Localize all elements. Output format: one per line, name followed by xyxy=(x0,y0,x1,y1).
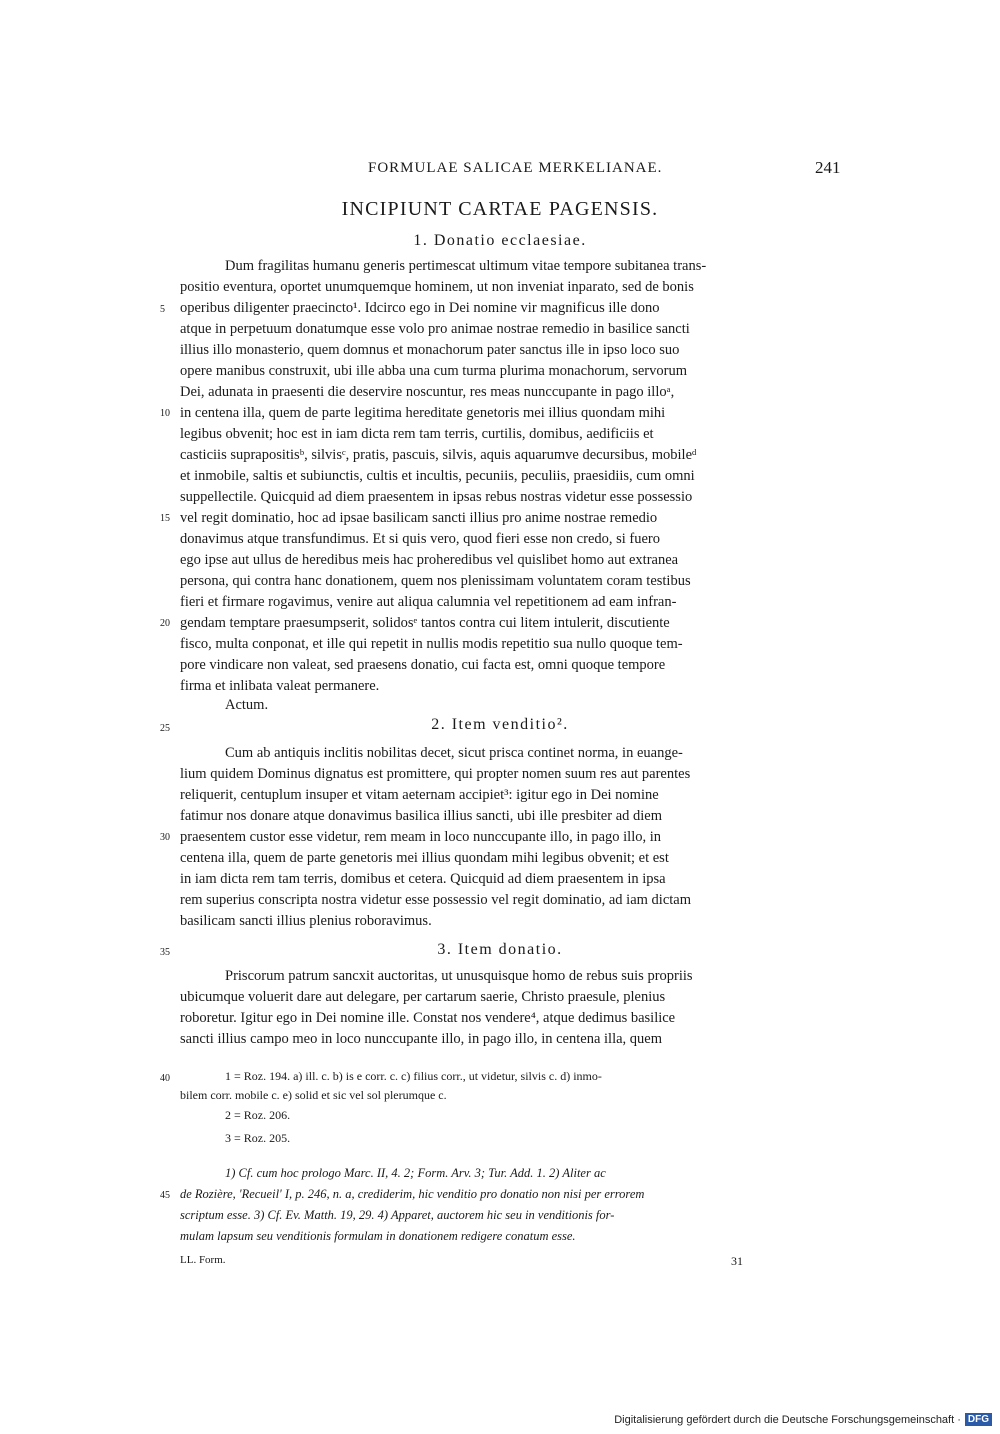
sheet-number: 31 xyxy=(731,1254,743,1268)
text-line: atque in perpetuum donatumque esse volo pro animae nostrae remedio in basilice sancti xyxy=(180,321,690,337)
section-heading-2: 2. Item venditio². xyxy=(431,716,569,733)
footnote: mulam lapsum seu venditionis formulam in donationem redigere conatum esse. xyxy=(180,1229,576,1243)
text-line: sancti illius campo meo in loco nunccupante illo, in pago illo, in centena illa, quem xyxy=(180,1031,663,1047)
critical-note: 3 = Roz. 205. xyxy=(225,1131,291,1145)
text-line: ubicumque voluerit dare aut delegare, per cartarum saerie, Christo praesule, plenius xyxy=(180,989,666,1005)
section-heading-3: 3. Item donatio. xyxy=(437,941,563,958)
text-line: in centena illa, quem de parte legitima hereditate genetoris mei illius quondam mihi xyxy=(180,405,666,421)
line-number: 30 xyxy=(160,832,170,843)
signature-mark: LL. Form. xyxy=(180,1254,226,1266)
text-line: basilicam sancti illius plenius roboravimus. xyxy=(180,913,432,929)
critical-note: 1 = Roz. 194. a) ill. c. b) is e corr. c. c) filius corr., ut videtur, silvis c. d) inmo- xyxy=(225,1069,602,1083)
text-line: Actum. xyxy=(225,697,269,713)
text-line: positio eventura, oportet unumquemque hominem, ut non inveniat inparato, sed de bonis xyxy=(180,279,694,295)
line-number: 15 xyxy=(160,513,170,524)
main-title: INCIPIUNT CARTAE PAGENSIS. xyxy=(341,198,659,220)
section-heading-1: 1. Donatio ecclaesiae. xyxy=(413,232,587,249)
text-line: casticiis suprapositisᵇ, silvisᶜ, pratis, pascuis, silvis, aquis aquarumve decursibus, mobileᵈ xyxy=(180,447,697,463)
line-number: 40 xyxy=(160,1073,170,1084)
text-line: centena illa, quem de parte genetoris mei illius quondam mihi legibus obvenit; et est xyxy=(180,850,669,866)
text-line: legibus obvenit; hoc est in iam dicta rem tam terris, curtilis, domibus, aedificiis et xyxy=(180,426,654,442)
text-line: gendam temptare praesumpserit, solidosᵉ tantos contra cui litem intulerit, discutiente xyxy=(180,615,670,631)
text-line: lium quidem Dominus dignatus est promittere, qui propter nomen suum res aut parentes xyxy=(180,766,691,782)
text-line: Cum ab antiquis inclitis nobilitas decet, sicut prisca continet norma, in euange- xyxy=(225,745,683,761)
footnote: scriptum esse. 3) Cf. Ev. Matth. 19, 29. 4) Apparet, auctorem hic seu in venditionis for- xyxy=(180,1208,615,1222)
line-number: 10 xyxy=(160,408,170,419)
dfg-logo-icon: DFG xyxy=(965,1413,992,1426)
text-line: reliquerit, centuplum insuper et vitam aeternam accipiet³: igitur ego in Dei nomine xyxy=(180,787,659,803)
line-number: 45 xyxy=(160,1190,170,1201)
line-number: 20 xyxy=(160,618,170,629)
line-number: 5 xyxy=(160,304,165,315)
text-line: ego ipse aut ullus de heredibus meis hac proheredibus vel quislibet homo aut extranea xyxy=(180,552,679,568)
text-line: persona, qui contra hanc donationem, quem nos plenissimam voluntatem coram testibus xyxy=(180,573,691,589)
footnote: 1) Cf. cum hoc prologo Marc. II, 4. 2; Form. Arv. 3; Tur. Add. 1. 2) Aliter ac xyxy=(225,1166,606,1180)
text-line: et inmobile, saltis et subiunctis, cultis et incultis, pecuniis, peculiis, praesidiis, cum omni xyxy=(180,468,695,484)
critical-note: bilem corr. mobile c. e) solid et sic vel sol plerumque c. xyxy=(180,1088,447,1102)
page-number: 241 xyxy=(815,158,841,177)
running-title: FORMULAE SALICAE MERKELIANAE. xyxy=(368,160,663,176)
footnote: de Rozière, 'Recueil' I, p. 246, n. a, crediderim, hic venditio pro donatio non nisi per errorem xyxy=(180,1187,645,1201)
digitization-credit xyxy=(614,1413,992,1426)
text-line: in iam dicta rem tam terris, domibus et cetera. Quicquid ad diem praesentem in ipsa xyxy=(180,871,666,887)
text-line: fatimur nos donare atque donavimus basilica illius sancti, ubi ille presbiter ad diem xyxy=(180,808,663,824)
text-line: Dei, adunata in praesenti die deservire noscuntur, res meas nunccupante in pago illoᵃ, xyxy=(180,384,675,400)
text-line: illius illo monasterio, quem domnus et monachorum pater sanctus ille in ipso loco suo xyxy=(180,342,680,358)
text-line: Priscorum patrum sancxit auctoritas, ut unusquisque homo de rebus suis propriis xyxy=(225,968,693,984)
text-line: operibus diligenter praecincto¹. Idcirco ego in Dei nomine vir magnificus ille dono xyxy=(180,300,660,316)
line-number: 35 xyxy=(160,947,170,958)
text-line: Dum fragilitas humanu generis pertimescat ultimum vitae tempore subitanea trans- xyxy=(225,258,707,274)
text-line: opere manibus construxit, ubi ille abba una cum turma plurima monachorum, servorum xyxy=(180,363,687,379)
text-line: vel regit dominatio, hoc ad ipsae basilicam sancti illius pro anime nostrae remedio xyxy=(180,510,658,526)
text-line: suppellectile. Quicquid ad diem praesentem in ipsas rebus nostras videtur esse possessio xyxy=(180,489,693,505)
text-line: fieri et firmare rogavimus, venire aut aliqua calumnia vel repetitionem ad eam infran- xyxy=(180,594,677,610)
text-line: pore vindicare non valeat, sed praesens donatio, cui facta est, omni quoque tempore xyxy=(180,657,666,673)
text-line: roboretur. Igitur ego in Dei nomine ille. Constat nos vendere⁴, atque dedimus basilice xyxy=(180,1010,676,1026)
text-line: firma et inlibata valeat permanere. xyxy=(180,678,380,694)
text-line: donavimus atque transfundimus. Et si quis vero, quod fieri esse non credo, si fuero xyxy=(180,531,661,547)
digitization-text: Digitalisierung gefördert durch die Deutsche Forschungsgemeinschaft · xyxy=(614,1413,961,1426)
text-line: praesentem custor esse videtur, rem meam in loco nunccupante illo, in pago illo, in xyxy=(180,829,662,845)
line-number: 25 xyxy=(160,723,170,734)
text-line: fisco, multa conponat, et ille qui repetit in nullis modis repetitio sua nullo quoque tem- xyxy=(180,636,683,652)
critical-note: 2 = Roz. 206. xyxy=(225,1108,291,1122)
text-line: rem superius conscripta nostra videtur esse possessio vel regit dominatio, ad iam dictam xyxy=(180,892,692,908)
